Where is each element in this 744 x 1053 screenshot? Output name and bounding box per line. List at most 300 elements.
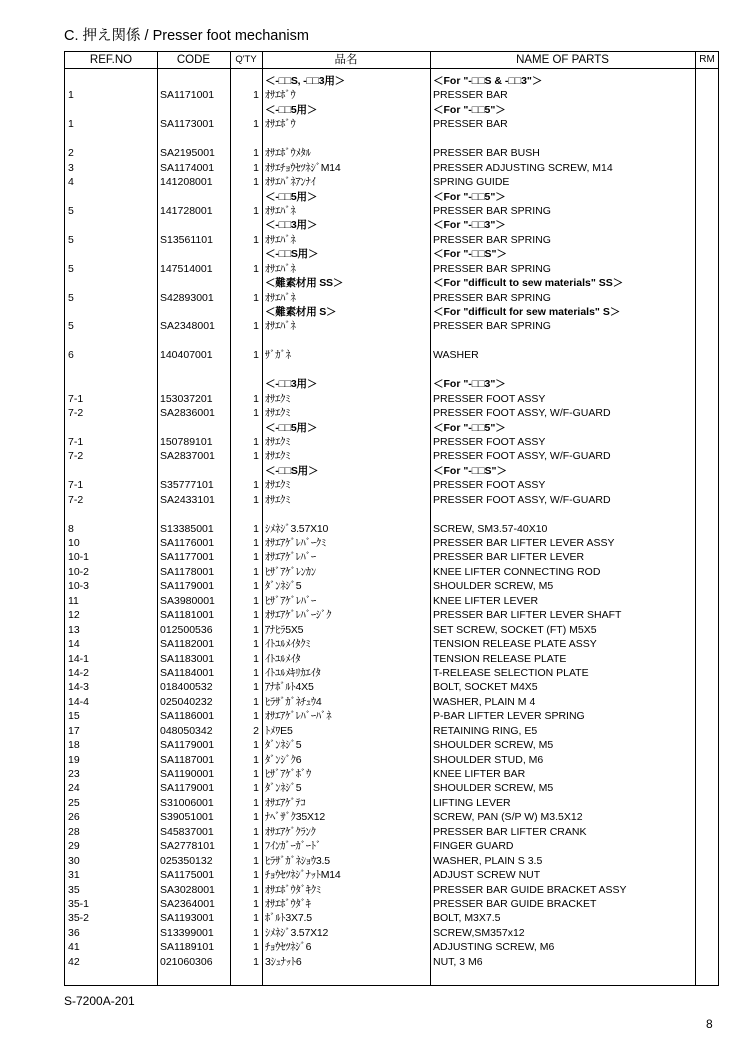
jp-name-cell: ｵｻｴﾊﾞﾈ <box>265 262 296 275</box>
code-cell: SA1184001 <box>160 666 215 679</box>
ref-no-cell: 26 <box>68 811 80 824</box>
table-row <box>65 940 718 954</box>
code-cell: SA3028001 <box>160 883 215 896</box>
table-row <box>65 262 718 276</box>
qty-cell: 1 <box>253 118 259 131</box>
jp-name-cell: ｵｻｴｸﾐ <box>265 450 291 463</box>
jp-name-cell: ｵｻｴﾊﾞﾈ <box>265 320 296 333</box>
jp-name-cell: ｵｻｴｱｹﾞﾚﾊﾞｰｼﾞｸ <box>265 609 332 622</box>
jp-name-cell: ｵｻｴｸﾐ <box>265 493 291 506</box>
part-name-cell: ＜For "-□□3"＞ <box>433 378 506 391</box>
code-cell: S35777101 <box>160 479 214 492</box>
table-row <box>65 579 718 593</box>
part-name-cell: PRESSER ADJUSTING SCREW, M14 <box>433 161 613 174</box>
jp-name-cell: ﾁｮｳｾﾂﾈｼﾞﾅｯﾄM14 <box>265 869 341 882</box>
jp-name-cell: ｱﾅﾋﾗ5X5 <box>265 623 304 636</box>
code-cell: SA1189101 <box>160 941 215 954</box>
jp-name-cell: ｵｻｴｱｹﾞﾚﾊﾞｰ <box>265 551 316 564</box>
qty-cell: 1 <box>253 768 259 780</box>
qty-cell: 1 <box>253 407 259 420</box>
jp-name-cell: ﾀﾞﾝｼﾞｸ6 <box>265 753 302 766</box>
ref-no-cell: 15 <box>68 710 80 723</box>
part-name-cell: PRESSER FOOT ASSY <box>433 479 546 492</box>
table-row <box>65 291 718 305</box>
part-name-cell: NUT, 3 M6 <box>433 955 483 968</box>
code-cell: 150789101 <box>160 435 213 448</box>
part-name-cell: PRESSER FOOT ASSY, W/F-GUARD <box>433 407 611 420</box>
part-name-cell: P-BAR LIFTER LEVER SPRING <box>433 710 585 723</box>
ref-no-cell: 36 <box>68 926 80 939</box>
jp-name-cell: ｵｻｴｸﾐ <box>265 407 291 420</box>
part-name-cell: TENSION RELEASE PLATE <box>433 652 567 665</box>
qty-cell: 1 <box>253 926 259 939</box>
part-name-cell: ADJUST SCREW NUT <box>433 869 541 882</box>
table-section-header <box>65 74 718 88</box>
table-row <box>65 594 718 608</box>
table-row <box>65 810 718 824</box>
part-name-cell: PRESSER BAR GUIDE BRACKET ASSY <box>433 883 627 896</box>
code-cell: 012500536 <box>160 623 213 636</box>
code-cell: SA1175001 <box>160 869 215 882</box>
qty-cell: 1 <box>253 883 259 896</box>
jp-name-cell: ﾀﾞﾝﾈｼﾞ5 <box>265 782 302 795</box>
code-cell: SA1174001 <box>160 161 215 174</box>
part-name-cell: ADJUSTING SCREW, M6 <box>433 941 555 954</box>
table-section-header <box>65 305 718 319</box>
ref-no-cell: 14-2 <box>68 666 90 679</box>
part-name-cell: PRESSER BAR LIFTER LEVER <box>433 551 585 564</box>
table-row <box>65 767 718 781</box>
part-name-cell: SHOULDER STUD, M6 <box>433 753 544 766</box>
ref-no-cell: 30 <box>68 854 80 867</box>
ref-no-cell: 12 <box>68 609 80 622</box>
jp-name-cell: ｲﾄﾕﾙﾒｲﾀ <box>265 652 301 665</box>
part-name-cell: T-RELEASE SELECTION PLATE <box>433 666 589 679</box>
jp-name-cell: ﾋﾗｻﾞｶﾞﾈﾁｭｳ4 <box>265 695 322 708</box>
part-name-cell: ＜For "-□□S"＞ <box>433 464 507 477</box>
jp-name-cell: ｱﾅﾎﾞﾙﾄ4X5 <box>265 681 314 694</box>
jp-name-cell: ﾋﾗｻﾞｶﾞﾈｼｮｳ3.5 <box>265 854 330 867</box>
table-section-header <box>65 276 718 290</box>
jp-name-cell: ｵｻｴﾊﾞﾈｱﾝﾅｲ <box>265 176 316 189</box>
code-cell: SA1182001 <box>160 638 215 651</box>
code-cell: 018400532 <box>160 681 213 694</box>
ref-no-cell: 1 <box>68 118 74 131</box>
ref-no-cell: 29 <box>68 840 80 853</box>
header-ref-no: REF.NO <box>89 54 133 66</box>
ref-no-cell: 8 <box>68 522 74 535</box>
part-name-cell: SCREW,SM357x12 <box>433 926 525 939</box>
code-cell: SA1183001 <box>160 652 215 665</box>
table-row <box>65 825 718 839</box>
jp-name-cell: ﾌｲﾝｶﾞｰｶﾞｰﾄﾞ <box>265 840 322 853</box>
ref-no-cell: 5 <box>68 233 74 246</box>
code-cell: S31006001 <box>160 796 214 809</box>
table-row <box>65 117 718 131</box>
code-cell: SA1187001 <box>160 753 215 766</box>
code-cell: SA2778101 <box>160 840 215 853</box>
part-name-cell: PRESSER BAR SPRING <box>433 204 551 217</box>
part-name-cell: PRESSER FOOT ASSY, W/F-GUARD <box>433 450 611 463</box>
header-qty: Q'TY <box>235 54 257 65</box>
part-name-cell: WASHER <box>433 349 479 362</box>
jp-name-cell: ＜-□□5用＞ <box>265 421 318 434</box>
table-row <box>65 146 718 160</box>
ref-no-cell: 13 <box>68 623 80 636</box>
part-name-cell: BOLT, SOCKET M4X5 <box>433 681 538 694</box>
part-name-cell: PRESSER BAR SPRING <box>433 320 551 333</box>
jp-name-cell: ｵｻｴﾎﾞｳﾒﾀﾙ <box>265 147 311 160</box>
ref-no-cell: 24 <box>68 782 80 795</box>
qty-cell: 1 <box>253 320 259 333</box>
code-cell: SA1173001 <box>160 118 215 131</box>
code-cell: 141728001 <box>160 204 213 217</box>
table-row <box>65 868 718 882</box>
qty-cell: 1 <box>253 233 259 246</box>
ref-no-cell: 10-3 <box>68 580 90 593</box>
header-code: CODE <box>176 54 211 66</box>
part-name-cell: KNEE LIFTER LEVER <box>433 594 539 607</box>
ref-no-cell: 3 <box>68 161 74 174</box>
jp-name-cell: ｵｻｴｱｹﾞﾃｺ <box>265 796 306 809</box>
ref-no-cell: 42 <box>68 955 80 968</box>
qty-cell: 1 <box>253 435 259 448</box>
code-cell: S13561101 <box>160 233 213 246</box>
qty-cell: 1 <box>253 796 259 809</box>
jp-name-cell: ﾋｻﾞｱｹﾞﾚﾊﾞｰ <box>265 594 317 607</box>
table-row <box>65 565 718 579</box>
qty-cell: 1 <box>253 681 259 694</box>
table-section-header <box>65 103 718 117</box>
table-spacer-row <box>65 334 718 348</box>
code-cell: SA1179001 <box>160 580 215 593</box>
ref-no-cell: 31 <box>68 869 80 882</box>
table-section-header <box>65 218 718 232</box>
code-cell: SA3980001 <box>160 594 215 607</box>
part-name-cell: PRESSER FOOT ASSY, W/F-GUARD <box>433 493 611 506</box>
table-row <box>65 839 718 853</box>
ref-no-cell: 5 <box>68 204 74 217</box>
ref-no-cell: 2 <box>68 147 74 160</box>
qty-cell: 1 <box>253 176 259 189</box>
qty-cell: 1 <box>253 450 259 463</box>
code-cell: SA2348001 <box>160 320 215 333</box>
code-cell: S45837001 <box>160 825 214 838</box>
table-row <box>65 911 718 925</box>
table-row <box>65 724 718 738</box>
code-cell: SA2836001 <box>160 407 215 420</box>
ref-no-cell: 4 <box>68 176 74 189</box>
jp-name-cell: ＜難素材用 SS＞ <box>265 277 344 290</box>
part-name-cell: BOLT, M3X7.5 <box>433 912 501 925</box>
page-number: 8 <box>706 1017 713 1031</box>
table-row <box>65 623 718 637</box>
code-cell: SA1177001 <box>160 551 215 564</box>
table-spacer-row <box>65 132 718 146</box>
code-cell: 048050342 <box>160 724 213 737</box>
jp-name-cell: ｲﾄﾕﾙﾒｲﾀｸﾐ <box>265 638 311 651</box>
code-cell: SA2837001 <box>160 450 215 463</box>
table-section-header <box>65 464 718 478</box>
ref-no-cell: 5 <box>68 262 74 275</box>
part-name-cell: PRESSER BAR SPRING <box>433 233 551 246</box>
part-name-cell: WASHER, PLAIN S 3.5 <box>433 854 543 867</box>
table-row <box>65 926 718 940</box>
code-cell: S39051001 <box>160 811 214 824</box>
ref-no-cell: 10 <box>68 537 80 549</box>
qty-cell: 1 <box>253 825 259 838</box>
part-name-cell: TENSION RELEASE PLATE ASSY <box>433 638 597 651</box>
ref-no-cell: 7-2 <box>68 407 84 420</box>
qty-cell: 1 <box>253 652 259 665</box>
part-name-cell: SHOULDER SCREW, M5 <box>433 739 554 752</box>
jp-name-cell: ﾄﾒﾜE5 <box>265 724 293 737</box>
table-row <box>65 478 718 492</box>
jp-name-cell: ｵｻｴﾁｮｳｾﾂﾈｼﾞM14 <box>265 161 341 174</box>
ref-no-cell: 7-2 <box>68 450 84 463</box>
table-row <box>65 666 718 680</box>
part-name-cell: PRESSER FOOT ASSY <box>433 392 546 405</box>
table-row <box>65 781 718 795</box>
ref-no-cell: 10-1 <box>68 551 90 564</box>
part-name-cell: PRESSER BAR LIFTER LEVER ASSY <box>433 537 615 549</box>
jp-name-cell: ｵｻｴｱｹﾞﾚﾊﾞｰﾊﾞﾈ <box>265 710 332 723</box>
part-name-cell: PRESSER BAR GUIDE BRACKET <box>433 897 597 910</box>
table-row <box>65 709 718 723</box>
code-cell: SA1186001 <box>160 710 215 723</box>
jp-name-cell: ｼﾒﾈｼﾞ3.57X10 <box>265 522 329 535</box>
part-name-cell: WASHER, PLAIN M 4 <box>433 695 536 708</box>
part-name-cell: PRESSER BAR LIFTER LEVER SHAFT <box>433 609 622 622</box>
qty-cell: 2 <box>253 724 259 737</box>
part-name-cell: FINGER GUARD <box>433 840 514 853</box>
qty-cell: 1 <box>253 89 259 102</box>
table-row <box>65 522 718 536</box>
part-name-cell: ＜For "difficult to sew materials" SS＞ <box>433 277 624 290</box>
part-name-cell: SHOULDER SCREW, M5 <box>433 782 554 795</box>
code-cell: SA1179001 <box>160 782 215 795</box>
qty-cell: 1 <box>253 912 259 925</box>
qty-cell: 1 <box>253 941 259 954</box>
jp-name-cell: ＜-□□S, -□□3用＞ <box>265 75 345 87</box>
part-name-cell: ＜For "-□□5"＞ <box>433 421 506 434</box>
ref-no-cell: 5 <box>68 291 74 304</box>
jp-name-cell: ｵｻｴﾊﾞﾈ <box>265 291 296 304</box>
jp-name-cell: ｵｻｴﾎﾞｳﾀﾞｷ <box>265 897 311 910</box>
table-row <box>65 637 718 651</box>
header-rm: RM <box>699 54 715 65</box>
jp-name-cell: ｵｻｴｱｹﾞﾚﾊﾞｰｸﾐ <box>265 537 326 549</box>
ref-no-cell: 18 <box>68 739 80 752</box>
qty-cell: 1 <box>253 609 259 622</box>
table-row <box>65 161 718 175</box>
table-row <box>65 435 718 449</box>
qty-cell: 1 <box>253 782 259 795</box>
ref-no-cell: 14-1 <box>68 652 90 665</box>
qty-cell: 1 <box>253 147 259 160</box>
ref-no-cell: 28 <box>68 825 80 838</box>
ref-no-cell: 25 <box>68 796 80 809</box>
jp-name-cell: ﾋｻﾞｱｹﾞﾚﾝｶﾝ <box>265 565 316 578</box>
jp-name-cell: ｻﾞｶﾞﾈ <box>265 349 291 362</box>
code-cell: SA1178001 <box>160 565 215 578</box>
table-row <box>65 204 718 218</box>
ref-no-cell: 7-1 <box>68 392 84 405</box>
part-name-cell: ＜For "-□□5"＞ <box>433 103 506 116</box>
qty-cell: 1 <box>253 262 259 275</box>
ref-no-cell: 10-2 <box>68 565 90 578</box>
ref-no-cell: 14-3 <box>68 681 90 694</box>
code-cell: 021060306 <box>160 955 213 968</box>
code-cell: SA1190001 <box>160 768 215 780</box>
qty-cell: 1 <box>253 695 259 708</box>
jp-name-cell: ｲﾄﾕﾙﾒｷﾘｶｴｲﾀ <box>265 666 321 679</box>
jp-name-cell: ﾎﾞﾙﾄ3X7.5 <box>265 912 312 925</box>
table-section-header <box>65 247 718 261</box>
table-row <box>65 175 718 189</box>
qty-cell: 1 <box>253 537 259 549</box>
table-row <box>65 392 718 406</box>
ref-no-cell: 35-2 <box>68 912 90 925</box>
code-cell: 140407001 <box>160 349 213 362</box>
ref-no-cell: 14 <box>68 638 80 651</box>
table-row <box>65 738 718 752</box>
table-row <box>65 680 718 694</box>
qty-cell: 1 <box>253 869 259 882</box>
table-row <box>65 883 718 897</box>
jp-name-cell: ｼﾒﾈｼﾞ3.57X12 <box>265 926 329 939</box>
qty-cell: 1 <box>253 666 259 679</box>
jp-name-cell: ＜-□□3用＞ <box>265 378 318 391</box>
qty-cell: 1 <box>253 811 259 824</box>
jp-name-cell: ＜-□□5用＞ <box>265 103 318 116</box>
part-name-cell: PRESSER BAR LIFTER CRANK <box>433 825 587 838</box>
qty-cell: 1 <box>253 204 259 217</box>
ref-no-cell: 7-2 <box>68 493 84 506</box>
ref-no-cell: 35-1 <box>68 897 90 910</box>
jp-name-cell: ﾋｻﾞｱｹﾞﾎﾞｳ <box>265 768 312 780</box>
qty-cell: 1 <box>253 897 259 910</box>
table-section-header <box>65 190 718 204</box>
code-cell: SA1176001 <box>160 537 215 549</box>
jp-name-cell: ＜-□□5用＞ <box>265 190 318 203</box>
ref-no-cell: 23 <box>68 768 80 780</box>
ref-no-cell: 19 <box>68 753 80 766</box>
table-row <box>65 897 718 911</box>
part-name-cell: SET SCREW, SOCKET (FT) M5X5 <box>433 623 597 636</box>
qty-cell: 1 <box>253 840 259 853</box>
jp-name-cell: 3ｼｭﾅｯﾄ6 <box>265 955 302 968</box>
part-name-cell: KNEE LIFTER CONNECTING ROD <box>433 565 601 578</box>
table-header <box>65 52 718 69</box>
qty-cell: 1 <box>253 565 259 578</box>
part-name-cell: KNEE LIFTER BAR <box>433 768 526 780</box>
jp-name-cell: ｵｻｴｸﾐ <box>265 392 291 405</box>
jp-name-cell: ｵｻｴﾎﾞｳ <box>265 118 296 131</box>
table-row <box>65 955 718 969</box>
code-cell: SA1171001 <box>160 89 215 102</box>
qty-cell: 1 <box>253 161 259 174</box>
jp-name-cell: ｵｻｴﾊﾞﾈ <box>265 233 296 246</box>
part-name-cell: ＜For "-□□S"＞ <box>433 248 507 261</box>
code-cell: SA2433101 <box>160 493 215 506</box>
header-name-of-parts: NAME OF PARTS <box>516 54 609 66</box>
jp-name-cell: ﾅﾍﾞｻﾞｸ35X12 <box>265 811 326 824</box>
ref-no-cell: 5 <box>68 320 74 333</box>
qty-cell: 1 <box>253 594 259 607</box>
table-row <box>65 233 718 247</box>
ref-no-cell: 41 <box>68 941 80 954</box>
code-cell: SA1179001 <box>160 739 215 752</box>
part-name-cell: ＜For "-□□S & -□□3"＞ <box>433 75 543 87</box>
jp-name-cell: ｵｻｴｸﾐ <box>265 435 291 448</box>
table-row <box>65 854 718 868</box>
table-row <box>65 796 718 810</box>
qty-cell: 1 <box>253 739 259 752</box>
ref-no-cell: 1 <box>68 89 74 102</box>
part-name-cell: LIFTING LEVER <box>433 796 511 809</box>
table-row <box>65 406 718 420</box>
part-name-cell: ＜For "-□□5"＞ <box>433 190 506 203</box>
table-spacer-row <box>65 363 718 377</box>
qty-cell: 1 <box>253 551 259 564</box>
table-row <box>65 88 718 102</box>
jp-name-cell: ＜-□□3用＞ <box>265 219 318 232</box>
code-cell: S13385001 <box>160 522 214 535</box>
code-cell: 147514001 <box>160 262 213 275</box>
jp-name-cell: ｵｻｴｸﾐ <box>265 479 291 492</box>
table-section-header <box>65 421 718 435</box>
part-name-cell: PRESSER BAR SPRING <box>433 262 551 275</box>
qty-cell: 1 <box>253 854 259 867</box>
part-name-cell: PRESSER FOOT ASSY <box>433 435 546 448</box>
qty-cell: 1 <box>253 580 259 593</box>
qty-cell: 1 <box>253 493 259 506</box>
table-row <box>65 753 718 767</box>
qty-cell: 1 <box>253 638 259 651</box>
qty-cell: 1 <box>253 623 259 636</box>
table-section-header <box>65 377 718 391</box>
code-cell: SA1193001 <box>160 912 215 925</box>
part-name-cell: ＜For "-□□3"＞ <box>433 219 506 232</box>
part-name-cell: SCREW, PAN (S/P W) M3.5X12 <box>433 811 583 824</box>
qty-cell: 1 <box>253 710 259 723</box>
table-row <box>65 493 718 507</box>
qty-cell: 1 <box>253 955 259 968</box>
code-cell: S42893001 <box>160 291 214 304</box>
code-cell: 025350132 <box>160 854 213 867</box>
ref-no-cell: 17 <box>68 724 80 737</box>
jp-name-cell: ｵｻｴﾎﾞｳﾀﾞｷｸﾐ <box>265 883 321 896</box>
jp-name-cell: ﾀﾞﾝﾈｼﾞ5 <box>265 739 302 752</box>
code-cell: 153037201 <box>160 392 213 405</box>
table-body <box>65 74 718 969</box>
code-cell: 141208001 <box>160 176 213 189</box>
code-cell: SA2195001 <box>160 147 215 160</box>
ref-no-cell: 7-1 <box>68 479 84 492</box>
jp-name-cell: ＜-□□S用＞ <box>265 248 319 261</box>
table-row <box>65 608 718 622</box>
table-row <box>65 319 718 333</box>
qty-cell: 1 <box>253 753 259 766</box>
part-name-cell: SPRING GUIDE <box>433 176 510 189</box>
part-name-cell: SHOULDER SCREW, M5 <box>433 580 554 593</box>
code-cell: S13399001 <box>160 926 214 939</box>
ref-no-cell: 6 <box>68 349 74 362</box>
header-jp-name: 品名 <box>334 54 358 66</box>
ref-no-cell: 14-4 <box>68 695 90 708</box>
part-name-cell: PRESSER BAR <box>433 118 508 131</box>
